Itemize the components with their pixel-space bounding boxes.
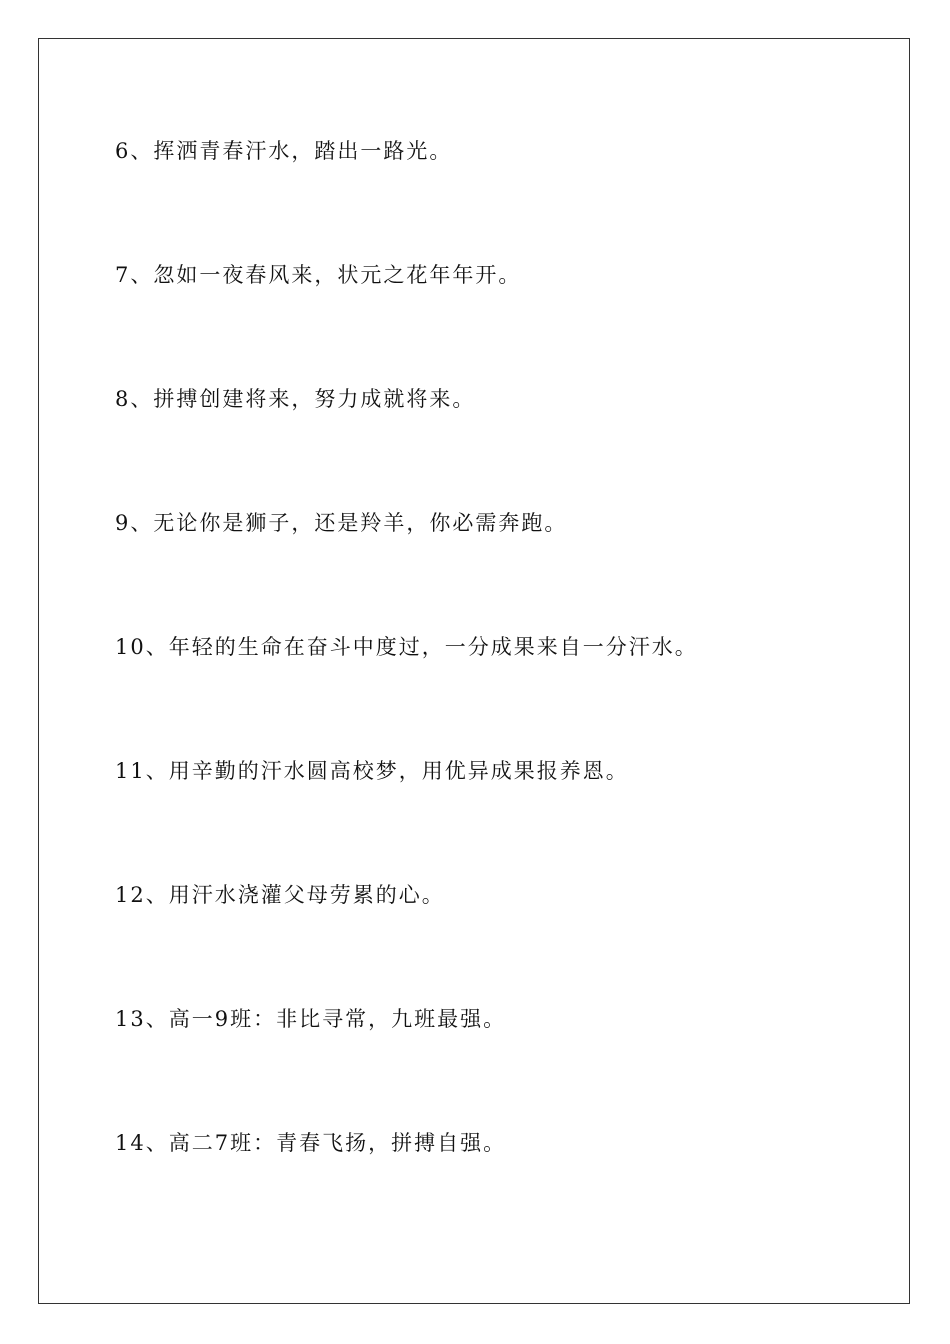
slogan-line-8: 8、拼搏创建将来，努力成就将来。 xyxy=(115,387,476,411)
slogan-line-11: 11、用辛勤的汗水圆高校梦，用优异成果报养恩。 xyxy=(115,759,629,783)
slogan-line-7: 7、忽如一夜春风来，状元之花年年开。 xyxy=(115,263,522,287)
slogan-line-12: 12、用汗水浇灌父母劳累的心。 xyxy=(115,883,445,907)
slogan-line-14: 14、高二7班：青春飞扬，拼搏自强。 xyxy=(115,1131,507,1155)
slogan-line-6: 6、挥洒青春汗水，踏出一路光。 xyxy=(115,139,453,163)
slogan-line-10: 10、年轻的生命在奋斗中度过，一分成果来自一分汗水。 xyxy=(115,635,698,659)
slogan-list xyxy=(115,136,890,1252)
slogan-line-13: 13、高一9班：非比寻常，九班最强。 xyxy=(115,1007,507,1031)
slogan-line-9: 9、无论你是狮子，还是羚羊，你必需奔跑。 xyxy=(115,511,568,535)
